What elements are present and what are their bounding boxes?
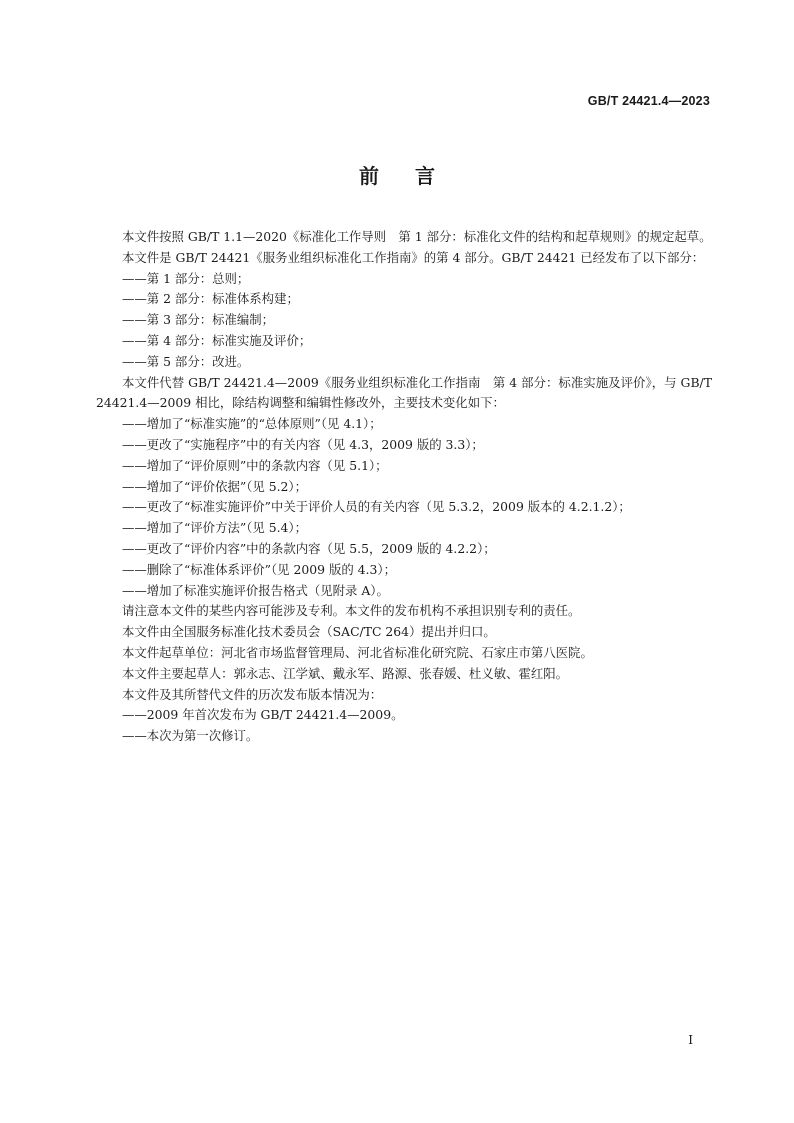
list-item: ——增加了“评价依据”（见 5.2）； [122,478,307,494]
list-item: ——第 3 部分：标准编制； [122,312,275,328]
standard-code: GB/T 24421.4—2023 [587,94,710,108]
page-number: I [688,1033,693,1047]
paragraph-drafters: 本文件主要起草人：郭永志、江学斌、戴永军、路源、张春媛、杜义敏、霍红阳。 [122,665,569,681]
list-item: ——2009 年首次发布为 GB/T 24421.4—2009。 [122,707,404,723]
paragraph-drafting-rules: 本文件按照 GB/T 1.1—2020《标准化工作导则 第 1 部分：标准化文件的结构和起草规则》的规定起草。 [122,229,712,244]
paragraph-patent-notice: 请注意本文件的某些内容可能涉及专利。本文件的发布机构不承担识别专利的责任。 [122,603,581,619]
list-item: ——增加了“评价原则”中的条款内容（见 5.1）； [122,457,388,473]
list-item: ——更改了“实施程序”中的有关内容（见 4.3，2009 版的 3.3）； [122,436,484,452]
list-item: ——更改了“评价内容”中的条款内容（见 5.5，2009 版的 4.2.2）； [122,540,496,556]
list-item: ——第 1 部分：总则； [122,270,250,286]
list-item: ——本次为第一次修订。 [122,728,259,744]
paragraph-replacement: 本文件代替 GB/T 24421.4—2009《服务业组织标准化工作指南 第 4 部分：标准实施及评价》，与 GB/T 24421.4—2009 相比，除结构调整和编辑性修改外，主要技术变化如下： [96,374,712,411]
paragraph-proposer: 本文件由全国服务标准化技术委员会（SAC/TC 264）提出并归口。 [122,624,496,640]
list-item: ——增加了“标准实施”的“总体原则”（见 4.1）； [122,416,382,432]
page-title: 前言 [359,164,471,188]
list-item: ——增加了“评价方法”（见 5.4）； [122,520,307,536]
paragraph-series-intro: 本文件是 GB/T 24421《服务业组织标准化工作指南》的第 4 部分。GB/T 24421 已经发布了以下部分： [122,249,705,265]
list-item: ——第 2 部分：标准体系构建； [122,291,299,307]
list-item: ——更改了“标准实施评价”中关于评价人员的有关内容（见 5.3.2，2009 版本的 4.2.1.2）； [122,499,631,515]
list-item: ——第 4 部分：标准实施及评价； [122,332,312,348]
list-item: ——第 5 部分：改进。 [122,353,250,369]
paragraph-history: 本文件及其所替代文件的历次发布版本情况为： [122,686,383,702]
list-item: ——增加了标准实施评价报告格式（见附录 A）。 [122,582,389,598]
list-item: ——删除了“标准体系评价”（见 2009 版的 4.3）； [122,561,396,577]
paragraph-drafting-units: 本文件起草单位：河北省市场监督管理局、河北省标准化研究院、石家庄市第八医院。 [122,644,593,660]
foreword-body [96,227,712,747]
